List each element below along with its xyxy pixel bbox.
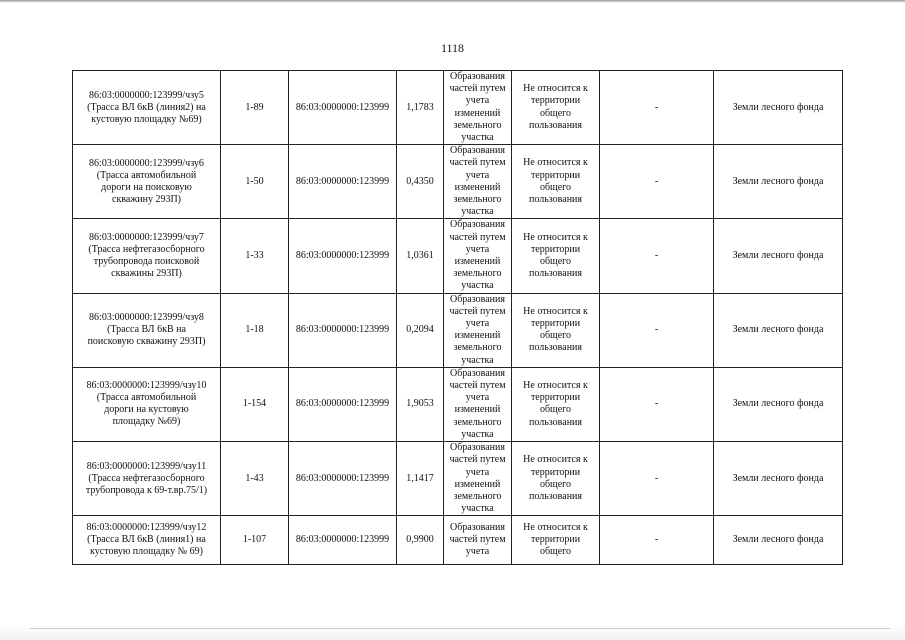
- cell-area: [397, 71, 444, 145]
- cell-number-text: 1-43: [245, 472, 264, 484]
- cell-formation-method-text: Образования частей путем учета изменений земельного участка: [449, 219, 506, 292]
- cell-extra-text: -: [654, 175, 659, 187]
- cell-parent-cadastral: [289, 367, 397, 441]
- cell-land-category-text: Земли лесного фонда: [732, 250, 824, 262]
- cell-designation: [73, 145, 221, 219]
- cell-public-use-relation: [512, 71, 600, 145]
- cell-extra: [600, 442, 714, 516]
- scan-edge-top: [0, 0, 905, 3]
- cell-number-text: 1-18: [245, 324, 264, 336]
- cell-formation-method: [444, 442, 512, 516]
- cell-area-text: 0,4350: [406, 175, 434, 187]
- cell-parent-cadastral-text: 86:03:0000000:123999: [295, 250, 390, 262]
- cell-number: [221, 442, 289, 516]
- cell-parent-cadastral: [289, 516, 397, 565]
- cell-land-category-text: Земли лесного фонда: [732, 101, 824, 113]
- cell-extra: [600, 219, 714, 293]
- cell-land-category: [714, 367, 843, 441]
- cell-parent-cadastral-text: 86:03:0000000:123999: [295, 398, 390, 410]
- cell-public-use-relation: [512, 516, 600, 565]
- cell-number-text: 1-154: [242, 398, 267, 410]
- cell-designation: [73, 293, 221, 367]
- cell-formation-method: [444, 145, 512, 219]
- cell-designation-text: 86:03:0000000:123999/чзу6 (Трасса автомобильной дороги на поисковую скважину 293П): [89, 157, 204, 205]
- cell-area: [397, 293, 444, 367]
- cell-area-text: 0,2094: [406, 324, 434, 336]
- cell-designation: [73, 71, 221, 145]
- cell-land-category: [714, 71, 843, 145]
- table-row: [73, 219, 843, 293]
- cell-formation-method-text: Образования частей путем учета изменений земельного участка: [449, 367, 506, 440]
- cell-area: [397, 442, 444, 516]
- cell-extra-text: -: [654, 250, 659, 262]
- cell-parent-cadastral-text: 86:03:0000000:123999: [295, 534, 390, 546]
- cell-designation: [73, 516, 221, 565]
- cell-extra: [600, 293, 714, 367]
- cell-parent-cadastral: [289, 71, 397, 145]
- table-body: [73, 71, 843, 565]
- cell-formation-method-text: Образования частей путем учета: [449, 522, 506, 558]
- cell-area-text: 0,9900: [406, 534, 434, 546]
- table-row: [73, 367, 843, 441]
- cell-number: [221, 145, 289, 219]
- cell-extra: [600, 367, 714, 441]
- cell-area: [397, 145, 444, 219]
- cell-land-category-text: Земли лесного фонда: [732, 398, 824, 410]
- cell-area: [397, 219, 444, 293]
- cell-public-use-relation-text: Не относится к территории общего пользования: [523, 157, 588, 206]
- cell-designation-text: 86:03:0000000:123999/чзу5 (Трасса ВЛ 6кВ (линия2) на кустовую площадку №69): [87, 89, 206, 125]
- table-row: [73, 442, 843, 516]
- cell-parent-cadastral-text: 86:03:0000000:123999: [295, 101, 390, 113]
- cell-public-use-relation: [512, 442, 600, 516]
- cell-extra-text: -: [654, 101, 659, 113]
- cell-designation-text: 86:03:0000000:123999/чзу8 (Трасса ВЛ 6кВ на поисковую скважину 293П): [87, 312, 206, 348]
- cell-public-use-relation-text: Не относится к территории общего пользования: [523, 454, 588, 502]
- cell-land-category: [714, 219, 843, 293]
- cell-formation-method-text: Образования частей путем учета изменений земельного участка: [449, 442, 506, 515]
- cell-extra: [600, 71, 714, 145]
- cell-designation: [73, 442, 221, 516]
- cell-designation-text: 86:03:0000000:123999/чзу11 (Трасса нефтегазосборного трубопровода к 69-т.вр.75/1): [85, 460, 208, 496]
- cell-area: [397, 367, 444, 441]
- cell-formation-method-text: Образования частей путем учета изменений земельного участка: [449, 293, 506, 366]
- cell-number: [221, 367, 289, 441]
- cell-land-category: [714, 442, 843, 516]
- table-row: [73, 293, 843, 367]
- table-row: [73, 516, 843, 565]
- cell-designation-text: 86:03:0000000:123999/чзу10 (Трасса автомобильной дороги на кустовую площадку №69): [86, 380, 207, 428]
- cell-parent-cadastral: [289, 442, 397, 516]
- cell-parent-cadastral: [289, 145, 397, 219]
- cell-extra-text: -: [654, 534, 659, 546]
- cell-formation-method: [444, 516, 512, 565]
- page-number: 1118: [440, 41, 465, 55]
- table-row: [73, 145, 843, 219]
- cell-area-text: 1,0361: [406, 250, 434, 262]
- cell-number: [221, 516, 289, 565]
- cell-land-category: [714, 516, 843, 565]
- cell-land-category-text: Земли лесного фонда: [732, 175, 824, 187]
- cell-parent-cadastral: [289, 293, 397, 367]
- cell-number-text: 1-33: [245, 250, 264, 262]
- table-row: [73, 71, 843, 145]
- cell-land-category: [714, 293, 843, 367]
- cell-land-category-text: Земли лесного фонда: [732, 324, 824, 336]
- scan-line-bottom: [30, 628, 890, 629]
- cell-parent-cadastral-text: 86:03:0000000:123999: [295, 472, 390, 484]
- cell-designation: [73, 219, 221, 293]
- cell-number: [221, 293, 289, 367]
- cell-area: [397, 516, 444, 565]
- scan-edge-bottom: [0, 624, 905, 640]
- cell-public-use-relation-text: Не относится к территории общего пользования: [523, 231, 588, 280]
- cell-extra-text: -: [654, 472, 659, 484]
- cell-public-use-relation: [512, 219, 600, 293]
- cell-number: [221, 219, 289, 293]
- cell-public-use-relation-text: Не относится к территории общего пользования: [523, 83, 588, 131]
- cell-designation-text: 86:03:0000000:123999/чзу12 (Трасса ВЛ 6кВ (линия1) на кустовую площадку № 69): [86, 522, 207, 558]
- cell-public-use-relation: [512, 293, 600, 367]
- cell-area-text: 1,9053: [406, 398, 434, 410]
- cell-number-text: 1-50: [245, 175, 264, 187]
- cell-formation-method: [444, 219, 512, 293]
- cell-public-use-relation-text: Не относится к территории общего: [523, 522, 588, 558]
- cell-parent-cadastral-text: 86:03:0000000:123999: [295, 175, 390, 187]
- cell-area-text: 1,1417: [406, 472, 434, 484]
- cell-extra: [600, 145, 714, 219]
- cell-number-text: 1-107: [242, 534, 267, 546]
- cell-number: [221, 71, 289, 145]
- cell-public-use-relation: [512, 367, 600, 441]
- cell-public-use-relation-text: Не относится к территории общего пользования: [523, 380, 588, 428]
- cell-land-category: [714, 145, 843, 219]
- cell-formation-method: [444, 71, 512, 145]
- cell-designation-text: 86:03:0000000:123999/чзу7 (Трасса нефтегазосборного трубопровода поисковой скважины 293П): [88, 232, 205, 280]
- land-parts-table: [72, 70, 843, 565]
- cell-extra-text: -: [654, 398, 659, 410]
- cell-formation-method-text: Образования частей путем учета изменений земельного участка: [449, 145, 506, 218]
- cell-extra: [600, 516, 714, 565]
- cell-area-text: 1,1783: [406, 101, 434, 113]
- cell-public-use-relation-text: Не относится к территории общего пользования: [523, 305, 588, 354]
- cell-formation-method-text: Образования частей путем учета изменений земельного участка: [449, 71, 506, 144]
- cell-parent-cadastral-text: 86:03:0000000:123999: [295, 324, 390, 336]
- cell-formation-method: [444, 293, 512, 367]
- cell-land-category-text: Земли лесного фонда: [732, 472, 824, 484]
- cell-parent-cadastral: [289, 219, 397, 293]
- cell-designation: [73, 367, 221, 441]
- cell-formation-method: [444, 367, 512, 441]
- cell-public-use-relation: [512, 145, 600, 219]
- cell-number-text: 1-89: [245, 101, 264, 113]
- cell-extra-text: -: [654, 324, 659, 336]
- cell-land-category-text: Земли лесного фонда: [732, 534, 824, 546]
